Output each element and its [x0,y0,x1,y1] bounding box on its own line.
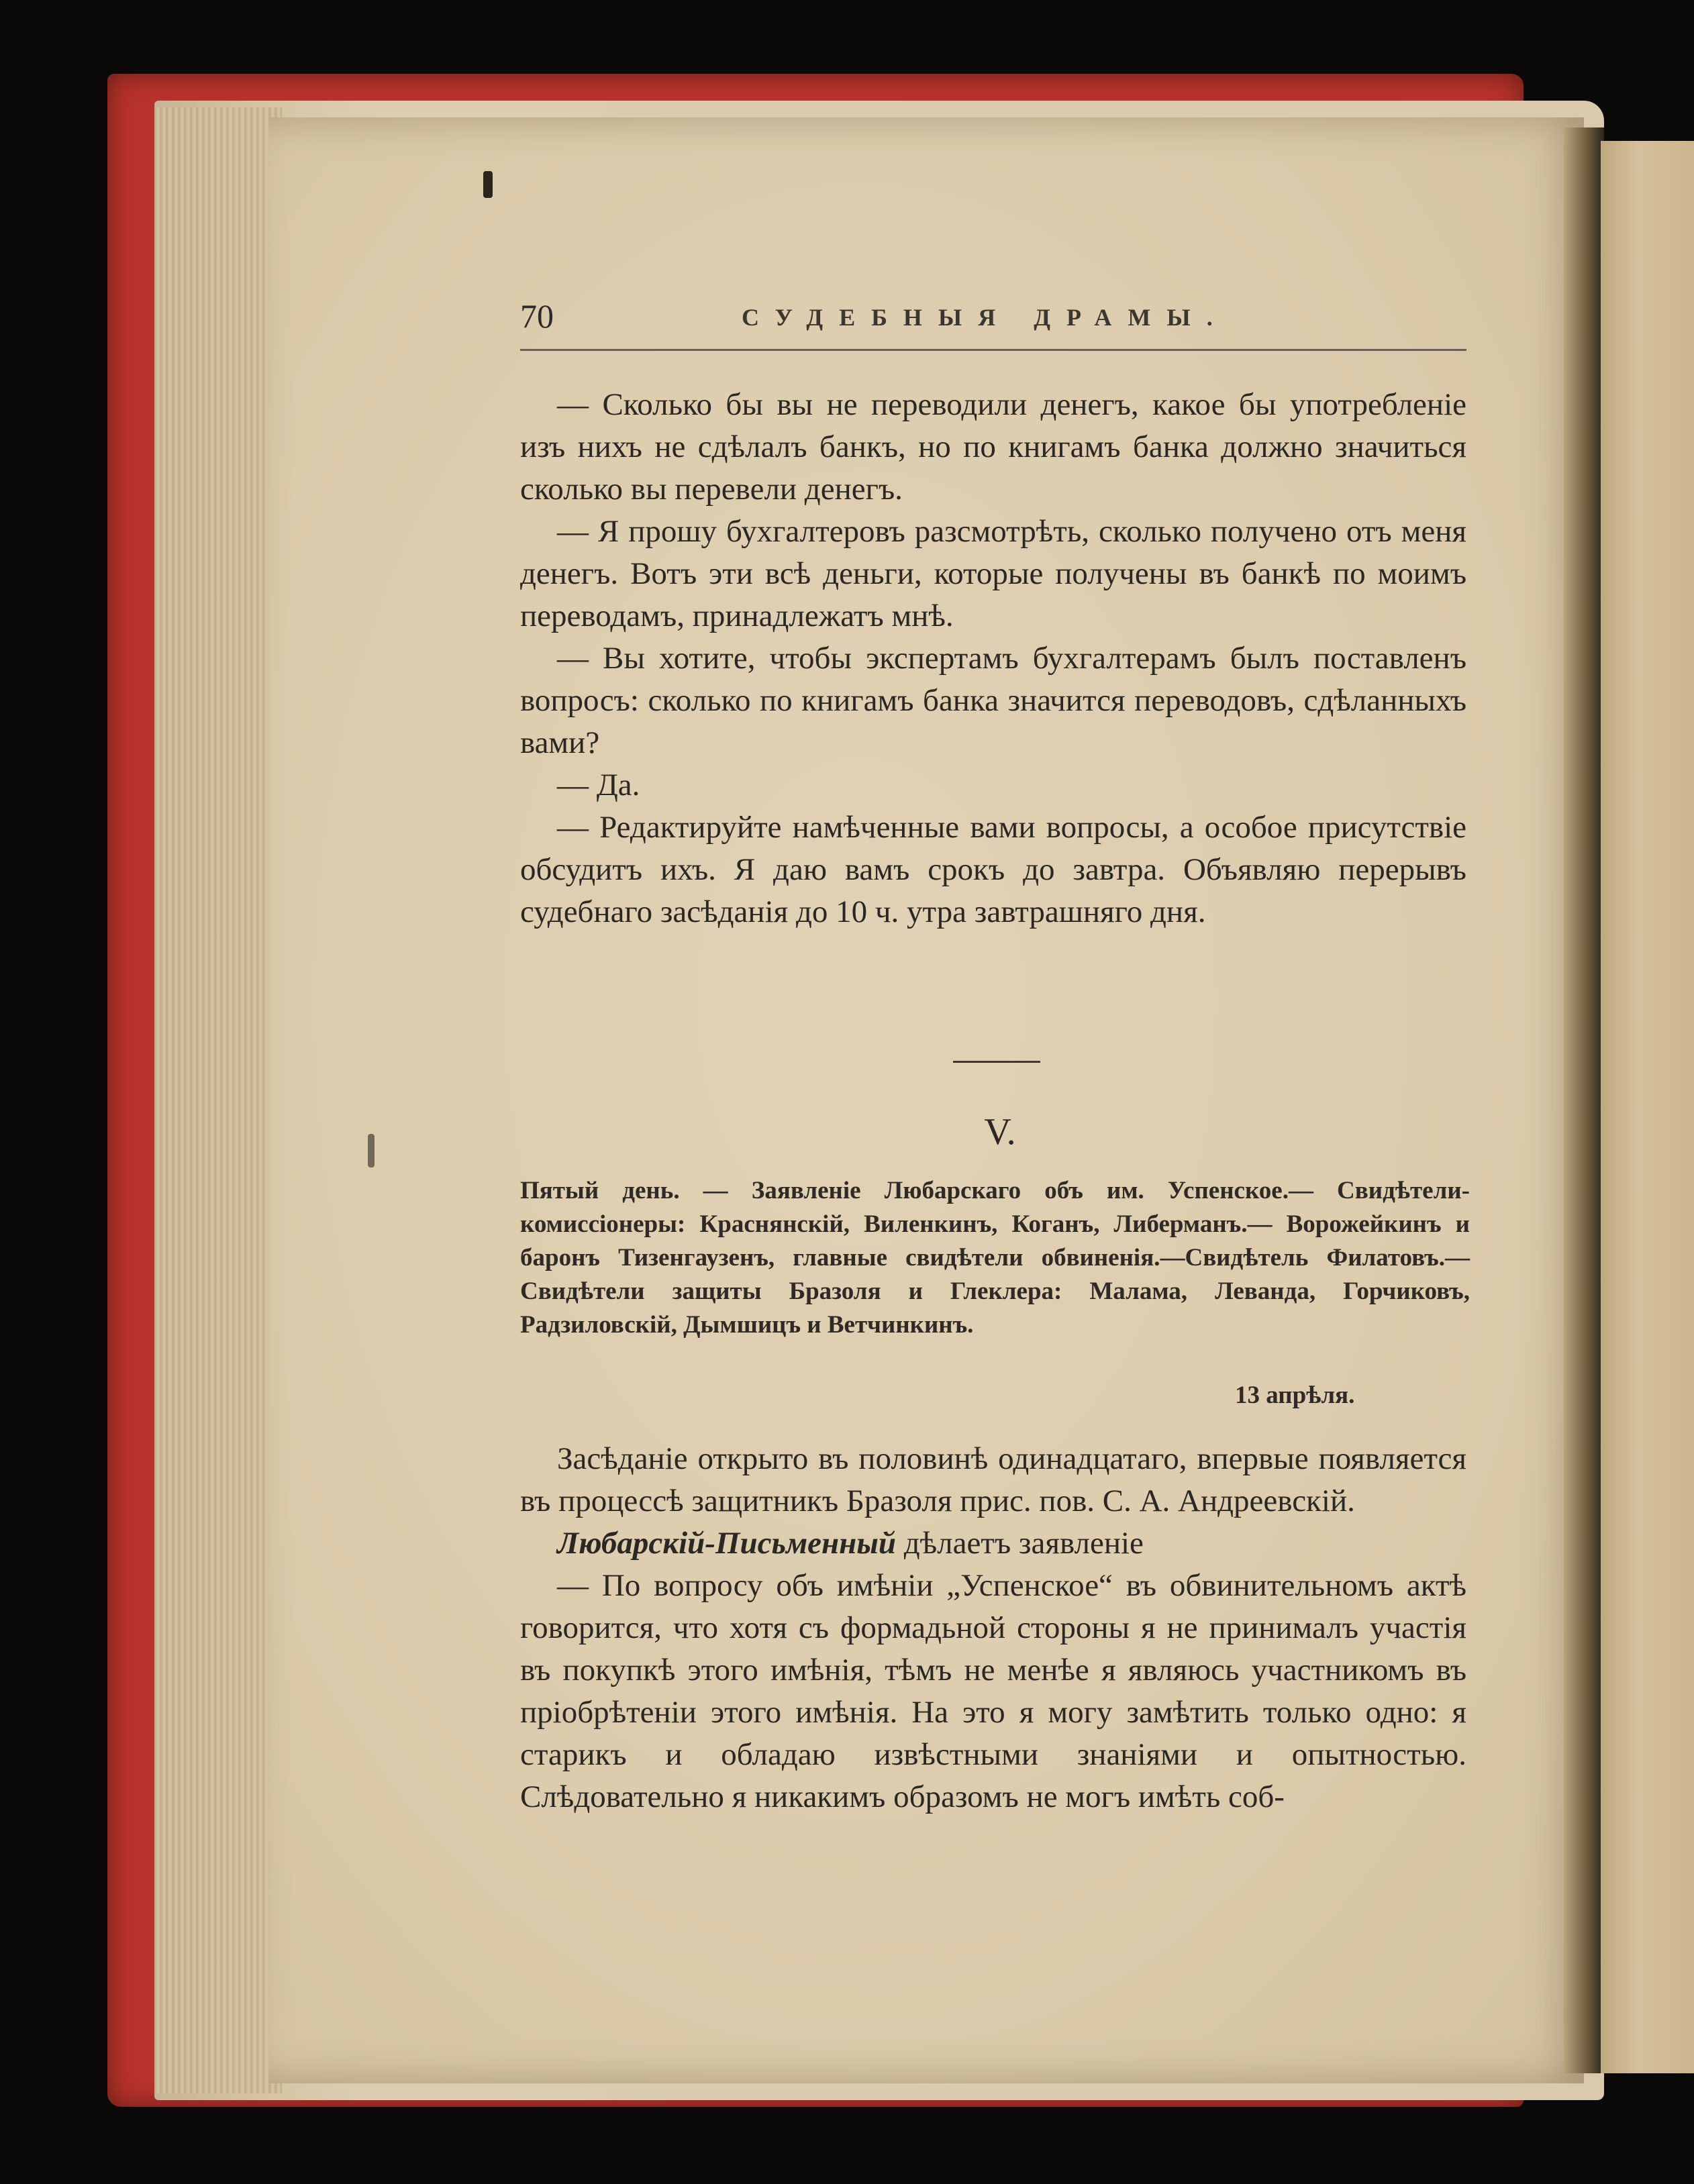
chapter-date: 13 апрѣля. [1235,1382,1355,1409]
paragraph: — Редактируйте намѣченные вами вопросы, а особое присутствіе обсудитъ ихъ. Я даю вамъ срокъ до завтра. Объявляю перерывъ судебнаго засѣданія до 10 ч. утра завтрашняго дня. [520,810,1466,929]
ink-speck [483,171,493,198]
paragraph: — Сколько бы вы не переводили денегъ, какое бы употребленіе изъ нихъ не сдѣлалъ банкъ, но по книгамъ банка должно значиться сколько вы перевели денегъ. [520,387,1466,507]
paragraph: Засѣданіе открыто въ половинѣ одинадцатаго, впервые появляется въ процессѣ защитникъ Бразоля прис. пов. С. А. Андреевскій. [520,1441,1466,1518]
ink-speck [368,1134,375,1167]
page-edges [154,107,282,2093]
page-header [520,295,1466,351]
bottom-text-block [520,1438,1466,1818]
book-gutter [1564,127,1604,2073]
paragraph [520,1522,1466,1565]
top-text-block [520,384,1466,933]
chapter-number: V. [984,1111,1016,1153]
speaker-name: Любарскій-Письменный [557,1526,896,1561]
facing-page-edge [1601,141,1694,2073]
page-number: 70 [520,297,554,335]
chapter-summary: Пятый день. — Заявленіе Любарскаго объ им. Успенское.— Свидѣтели-комиссіонеры: Краснянскій, Виленкинъ, Коганъ, Либерманъ.— Ворожейкинъ и баронъ Тизенгаузенъ, главные свидѣтели обвиненія.—Свидѣтель Филатовъ.—Свидѣтели защиты Бразоля и Глеклера: Малама, Леванда, Горчиковъ, Радзиловскій, Дымшицъ и Ветчинкинъ. [520,1177,1470,1339]
paragraph: — По вопросу объ имѣніи „Успенское“ въ обвинительномъ актѣ говорится, что хотя съ формадьной стороны я не принималъ участія въ покупкѣ этого имѣнія, тѣмъ не менѣе я являюсь участникомъ въ пріобрѣтеніи этого имѣнія. На это я могу замѣтить только одно: я старикъ и обладаю извѣстными знаніями и опытностью. Слѣдовательно я никакимъ образомъ не могъ имѣть соб- [520,1568,1466,1814]
paragraph: — Вы хотите, чтобы экспертамъ бухгалтерамъ былъ поставленъ вопросъ: сколько по книгамъ банка значится переводовъ, сдѣланныхъ вами? [520,641,1466,760]
paragraph-text: дѣлаетъ заявленіе [903,1526,1144,1561]
paragraph: — Я прошу бухгалтеровъ разсмотрѣть, сколько получено отъ меня денегъ. Вотъ эти всѣ деньги, которые получены въ банкѣ по моимъ переводамъ, принадлежатъ мнѣ. [520,514,1466,633]
paragraph: — Да. [557,768,640,802]
section-divider [953,1061,1040,1063]
running-title: СУДЕБНЫЯ ДРАМЫ. [742,304,1229,331]
